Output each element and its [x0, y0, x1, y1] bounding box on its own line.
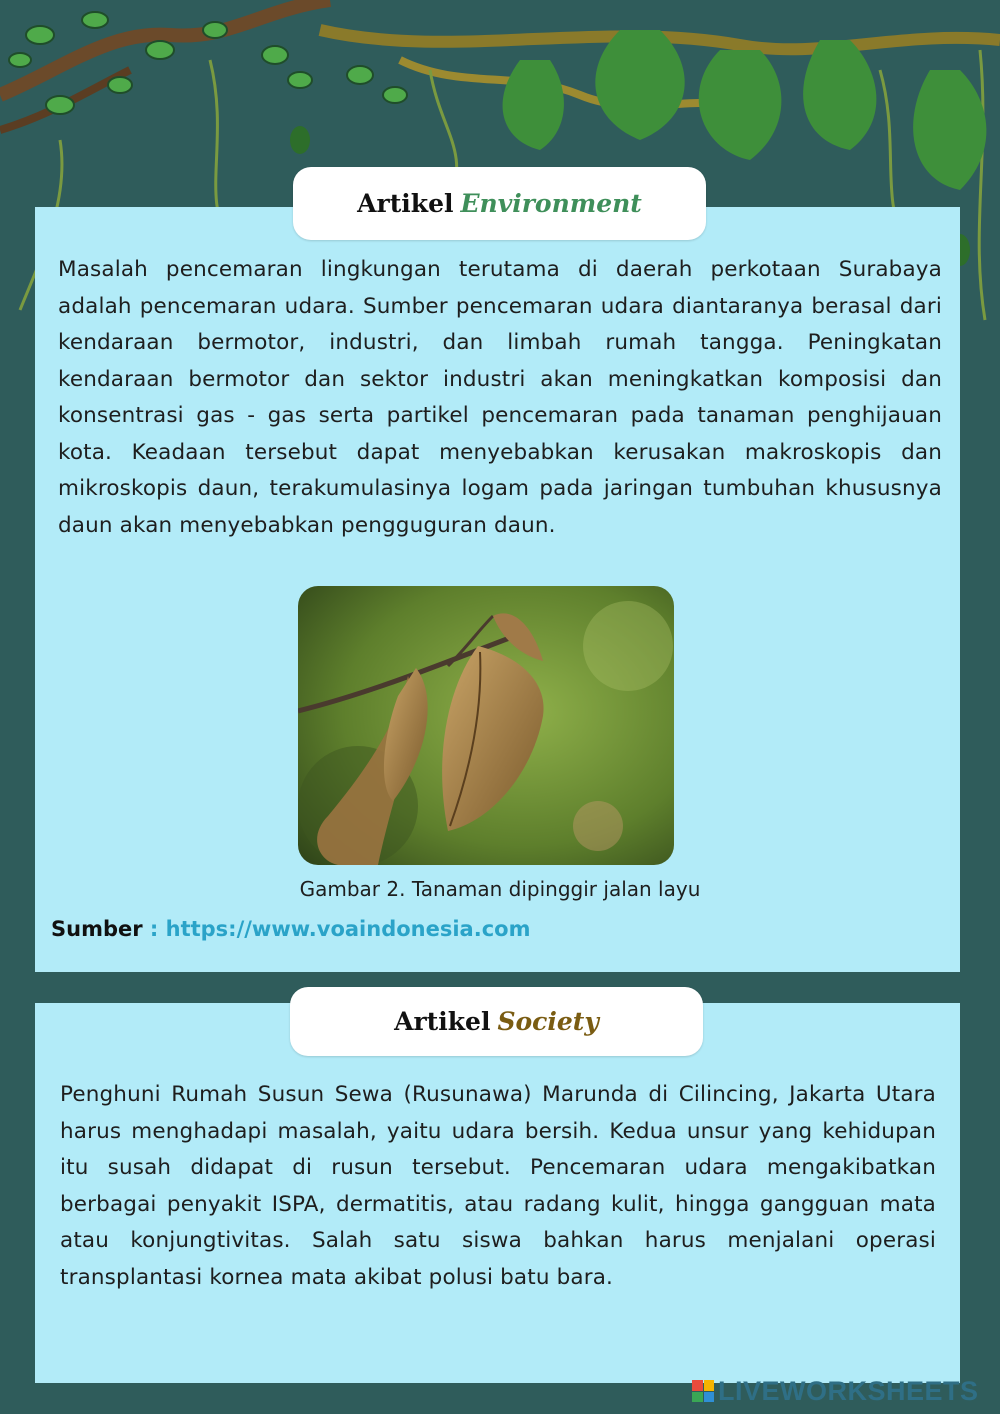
liveworksheets-wordmark: LIVEWORKSHEETS — [718, 1375, 979, 1406]
source-separator: : — [142, 917, 166, 941]
society-title-emphasis: Society — [497, 1007, 599, 1036]
liveworksheets-logo-icon — [692, 1380, 714, 1402]
environment-title-emphasis: Environment — [460, 189, 642, 218]
society-title-prefix: Artikel — [394, 1007, 491, 1036]
wilted-leaves-photo — [298, 586, 674, 865]
environment-article-title — [293, 167, 706, 240]
liveworksheets-brand — [692, 1376, 979, 1406]
source-line — [51, 917, 530, 941]
source-label: Sumber — [51, 917, 143, 941]
source-link[interactable]: https://www.voaindonesia.com — [165, 917, 531, 941]
society-article-body: Penghuni Rumah Susun Sewa (Rusunawa) Marunda di Cilincing, Jakarta Utara harus menghadapi masalah, yaitu udara bersih. Kedua unsur yang kehidupan itu susah didapat di rusun tersebut. Pencemaran udara mengakibatkan berbagai penyakit ISPA, dermatitis, atau radang kulit, hingga gangguan mata atau konjungtivitas. Salah satu siswa bahkan harus menjalani operasi transplantasi kornea mata akibat polusi batu bara. — [60, 1082, 936, 1290]
photo-caption: Gambar 2. Tanaman dipinggir jalan layu — [299, 877, 701, 901]
society-article-title — [290, 987, 703, 1056]
environment-article-body: Masalah pencemaran lingkungan terutama di daerah perkotaan Surabaya adalah pencemaran udara. Sumber pencemaran udara diantaranya berasal dari kendaraan bermotor, industri, dan limbah rumah tangga. Peningkatan kendaraan bermotor dan sektor industri akan meningkatkan komposisi dan konsentrasi gas - gas serta partikel pencemaran pada tanaman penghijauan kota. Keadaan tersebut dapat menyebabkan kerusakan makroskopis dan mikroskopis daun, terakumulasinya logam pada jaringan tumbuhan khususnya daun akan menyebabkan pengguguran daun. — [58, 257, 942, 538]
environment-title-prefix: Artikel — [357, 189, 454, 218]
